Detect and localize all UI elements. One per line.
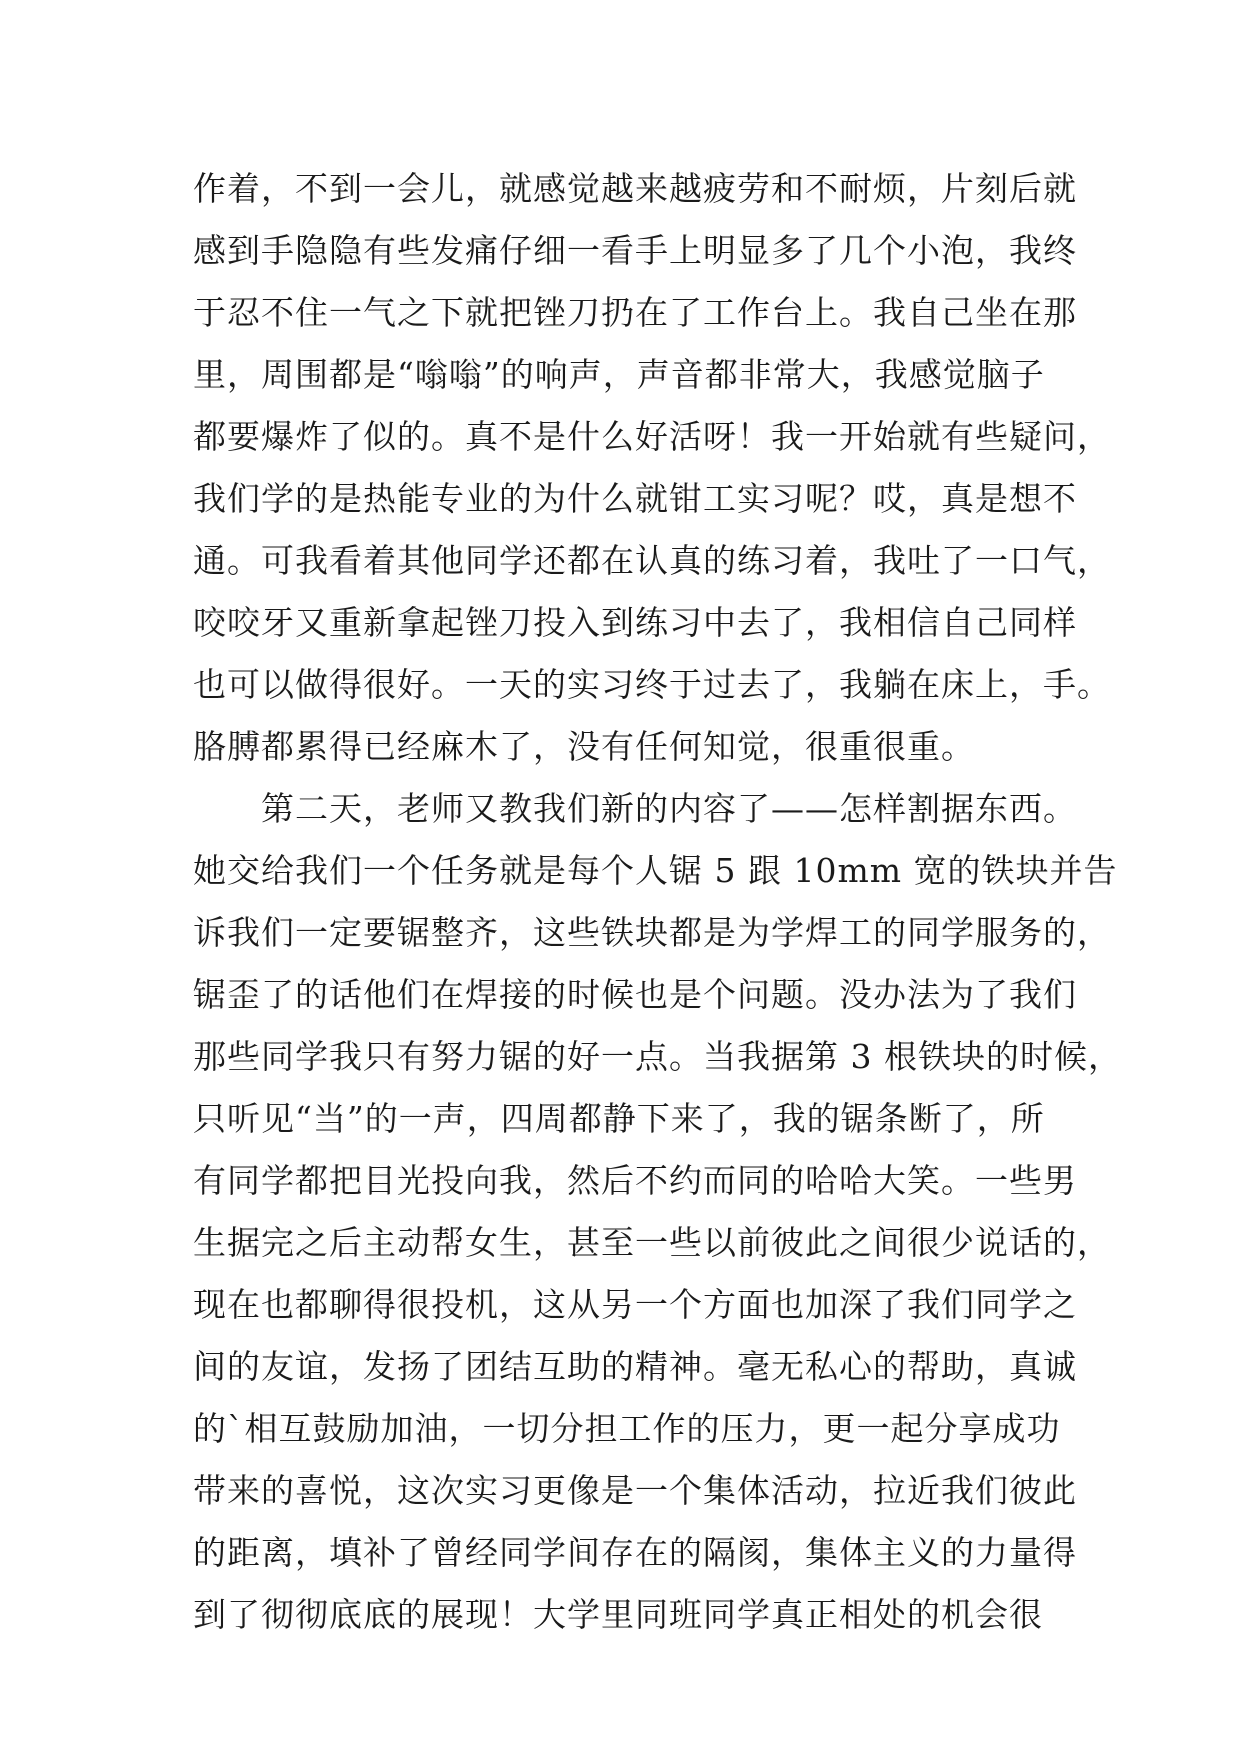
text-line: 也可以做得很好。一天的实习终于过去了，我躺在床上，手。 bbox=[193, 665, 1111, 704]
text-line: 到了彻彻底底的展现！大学里同班同学真正相处的机会很 bbox=[193, 1595, 1043, 1634]
text-line: 诉我们一定要锯整齐，这些铁块都是为学焊工的同学服务的， bbox=[193, 913, 1111, 952]
text-line: 间的友谊，发扬了团结互助的精神。毫无私心的帮助，真诚 bbox=[193, 1347, 1077, 1386]
text-line: 通。可我看着其他同学还都在认真的练习着，我吐了一口气， bbox=[193, 541, 1111, 580]
text-line: 于忍不住一气之下就把锉刀扔在了工作台上。我自己坐在那 bbox=[193, 293, 1077, 332]
text-line: 她交给我们一个任务就是每个人锯 5 跟 10mm 宽的铁块并告 bbox=[193, 851, 1118, 890]
text-line: 有同学都把目光投向我，然后不约而同的哈哈大笑。一些男 bbox=[193, 1161, 1077, 1200]
paragraph-start-line: 第二天，老师又教我们新的内容了——怎样割据东西。 bbox=[193, 789, 1077, 828]
text-line: 的距离，填补了曾经同学间存在的隔阂，集体主义的力量得 bbox=[193, 1533, 1077, 1572]
body-text bbox=[193, 158, 1122, 1646]
text-line: 生据完之后主动帮女生，甚至一些以前彼此之间很少说话的， bbox=[193, 1223, 1111, 1262]
text-line: 只听见“当”的一声，四周都静下来了，我的锯条断了，所 bbox=[193, 1099, 1045, 1138]
text-line: 现在也都聊得很投机，这从另一个方面也加深了我们同学之 bbox=[193, 1285, 1077, 1324]
text-line: 那些同学我只有努力锯的好一点。当我据第 3 根铁块的时候， bbox=[193, 1037, 1122, 1076]
text-line: 锯歪了的话他们在焊接的时候也是个问题。没办法为了我们 bbox=[193, 975, 1077, 1014]
text-line: 作着，不到一会儿，就感觉越来越疲劳和不耐烦，片刻后就 bbox=[193, 169, 1077, 208]
text-line: 我们学的是热能专业的为什么就钳工实习呢？哎，真是想不 bbox=[193, 479, 1077, 518]
text-line: 里，周围都是“嗡嗡”的响声，声音都非常大，我感觉脑子 bbox=[193, 355, 1045, 394]
text-line: 的`相互鼓励加油，一切分担工作的压力，更一起分享成功 bbox=[193, 1409, 1061, 1448]
text-line: 胳膊都累得已经麻木了，没有任何知觉，很重很重。 bbox=[193, 727, 975, 766]
text-line: 感到手隐隐有些发痛仔细一看手上明显多了几个小泡，我终 bbox=[193, 231, 1077, 270]
text-line: 都要爆炸了似的。真不是什么好活呀！我一开始就有些疑问， bbox=[193, 417, 1111, 456]
text-line: 咬咬牙又重新拿起锉刀投入到练习中去了，我相信自己同样 bbox=[193, 603, 1077, 642]
text-line: 带来的喜悦，这次实习更像是一个集体活动，拉近我们彼此 bbox=[193, 1471, 1077, 1510]
